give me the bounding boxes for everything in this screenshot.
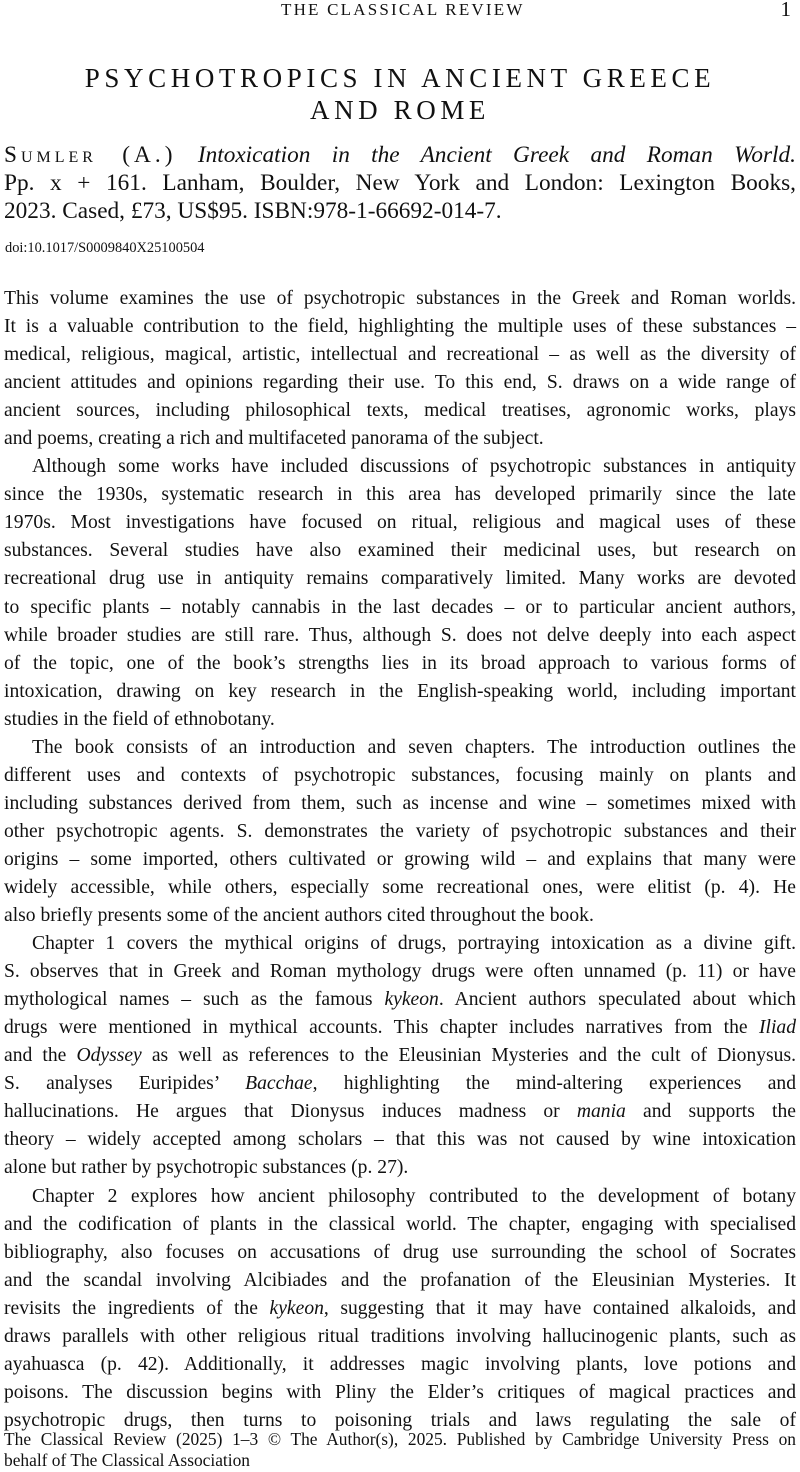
- body-line: 1970s. Most investigations have focused on ritual, religious and magical uses of these: [4, 512, 796, 534]
- book-citation: [4, 140, 796, 224]
- text-run: hallucinations. He argues that Dionysus induces madness or: [4, 1101, 577, 1123]
- article-title-line-1: PSYCHOTROPICS IN ANCIENT GREECE: [84, 63, 716, 93]
- review-body: [4, 285, 796, 1435]
- body-line: bibliography, also focuses on accusations of drug use surrounding the school of Socrates: [4, 1241, 796, 1263]
- paragraph-3: [4, 734, 796, 930]
- body-line: substances. Several studies have also examined their medicinal uses, but research on: [4, 540, 796, 562]
- article-title-line-2: AND ROME: [309, 95, 491, 125]
- body-line: theory – widely accepted among scholars – that this was not caused by wine intoxication: [4, 1129, 796, 1151]
- body-line: [4, 1042, 796, 1070]
- body-line: Chapter 2 explores how ancient philosophy contributed to the development of botany: [32, 1185, 796, 1207]
- body-line: ayahuasca (p. 42). Additionally, it addresses magic involving plants, love potions and: [4, 1353, 796, 1375]
- text-run: as well as references to the Eleusinian Mysteries and the cult of Dionysus.: [141, 1045, 797, 1067]
- body-line: ancient sources, including philosophical texts, medical treatises, agronomic works, plays: [4, 400, 796, 422]
- text-run: mythological names – such as the famous: [4, 989, 385, 1011]
- text-run: , highlighting the mind-altering experiences and: [312, 1073, 796, 1095]
- paragraph-4: [4, 930, 796, 1182]
- text-run: and the: [4, 1045, 77, 1067]
- body-line: [4, 986, 796, 1014]
- italic-term: Odyssey: [76, 1045, 142, 1067]
- italic-term: kykeon: [269, 1297, 324, 1319]
- body-line: also briefly presents some of the ancient authors cited throughout the book.: [4, 905, 594, 927]
- body-line: psychotropic drugs, then turns to poisoning trials and laws regulating the sale of: [4, 1409, 796, 1431]
- text-run: . Ancient authors speculated about which: [438, 989, 796, 1011]
- body-line: Although some works have included discussions of psychotropic substances in antiquity: [32, 456, 796, 478]
- body-line: recreational drug use in antiquity remains comparatively limited. Many works are devoted: [4, 568, 796, 590]
- body-line: [4, 1098, 796, 1126]
- article-title: [0, 62, 800, 126]
- body-line: draws parallels with other religious ritual traditions involving hallucinogenic plants, such as: [4, 1325, 796, 1347]
- body-line: This volume examines the use of psychotropic substances in the Greek and Roman worlds.: [4, 288, 796, 309]
- running-title: THE CLASSICAL REVIEW: [281, 0, 525, 19]
- running-header: [0, 0, 800, 22]
- text-run: , suggesting that it may have contained alkaloids, and: [323, 1297, 796, 1319]
- body-line: alone but rather by psychotropic substances (p. 27).: [4, 1157, 409, 1179]
- citation-line-2: Pp. x + 161. Lanham, Boulder, New York and London: Lexington Books,: [4, 170, 796, 197]
- body-line: of the topic, one of the book’s strengths lies in its broad approach to various forms of: [4, 652, 796, 674]
- body-line: while broader studies are still rare. Thus, although S. does not delve deeply into each aspect: [4, 624, 796, 646]
- body-line: Chapter 1 covers the mythical origins of drugs, portraying intoxication as a divine gift.: [32, 933, 796, 955]
- body-line: poisons. The discussion begins with Pliny the Elder’s critiques of magical practices and: [4, 1381, 796, 1403]
- body-line: studies in the field of ethnobotany.: [4, 708, 275, 730]
- body-line: ancient attitudes and opinions regarding their use. To this end, S. draws on a wide range of: [4, 372, 796, 394]
- body-line: intoxication, drawing on key research in the English-speaking world, including important: [4, 680, 796, 702]
- body-line: origins – some imported, others cultivated or growing wild – and explains that many were: [4, 848, 796, 870]
- body-line: and poems, creating a rich and multifaceted panorama of the subject.: [4, 428, 544, 450]
- page-number: 1: [780, 0, 791, 21]
- body-line: and the scandal involving Alcibiades and the profanation of the Eleusinian Mysteries. It: [4, 1269, 796, 1291]
- body-line: medical, religious, magical, artistic, intellectual and recreational – as well as the diversity of: [4, 344, 796, 366]
- doi-link[interactable]: doi:10.1017/S0009840X25100504: [5, 240, 205, 256]
- paragraph-2: [4, 453, 796, 733]
- body-line: It is a valuable contribution to the field, highlighting the multiple uses of these substances –: [4, 316, 796, 338]
- reviewed-book-title: Intoxication in the Ancient Greek and Roman World.: [197, 142, 796, 168]
- body-line: to specific plants – notably cannabis in the last decades – or to particular ancient authors,: [4, 596, 796, 618]
- body-line: [4, 1014, 796, 1042]
- body-line: different uses and contexts of psychotropic substances, focusing mainly on plants and: [4, 764, 796, 786]
- italic-term: Iliad: [758, 1017, 796, 1039]
- italic-term: kykeon: [384, 989, 439, 1011]
- text-run: drugs were mentioned in mythical accounts. This chapter includes narratives from the: [4, 1017, 759, 1039]
- citation-line-3: 2023. Cased, £73, US$95. ISBN:978-1-66692-014-7.: [4, 198, 502, 225]
- paragraph-5: [4, 1183, 796, 1435]
- italic-term: Bacchae: [245, 1073, 313, 1095]
- reviewed-author: Sumler (A.): [4, 142, 177, 168]
- body-line: other psychotropic agents. S. demonstrates the variety of psychotropic substances and their: [4, 820, 796, 842]
- body-line: [4, 1295, 796, 1323]
- footer-line-1: The Classical Review (2025) 1–3 © The Author(s), 2025. Published by Cambridge University Press on: [4, 1429, 796, 1449]
- body-line: S. observes that in Greek and Roman mythology drugs were often unnamed (p. 11) or have: [4, 961, 796, 983]
- citation-line-1: [4, 140, 796, 168]
- body-line: The book consists of an introduction and seven chapters. The introduction outlines the: [32, 736, 796, 758]
- italic-term: mania: [576, 1101, 626, 1123]
- body-line: since the 1930s, systematic research in this area has developed primarily since the late: [4, 484, 796, 506]
- body-line: widely accessible, while others, especially some recreational ones, were elitist (p. 4). He: [4, 876, 796, 898]
- copyright-footer: [4, 1429, 796, 1471]
- text-run: and supports the: [625, 1101, 796, 1123]
- paragraph-1: [4, 285, 796, 453]
- body-line: including substances derived from them, such as incense and wine – sometimes mixed with: [4, 792, 796, 814]
- body-line: and the codification of plants in the classical world. The chapter, engaging with specialised: [4, 1213, 796, 1235]
- footer-line-2: behalf of The Classical Association: [4, 1450, 250, 1470]
- text-run: S. analyses Euripides’: [4, 1073, 246, 1095]
- body-line: [4, 1070, 796, 1098]
- text-run: revisits the ingredients of the: [4, 1297, 270, 1319]
